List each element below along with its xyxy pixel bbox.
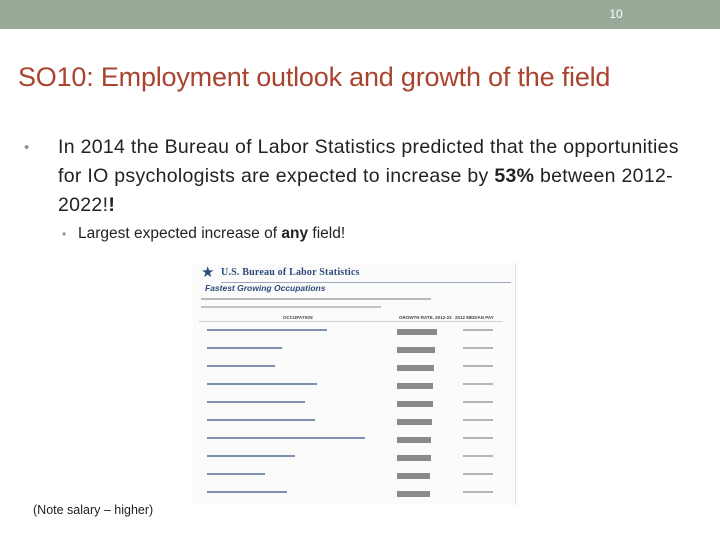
growth-bar (397, 383, 433, 389)
bls-screenshot-figure (193, 263, 516, 505)
growth-bar (397, 329, 437, 335)
growth-bar (397, 455, 431, 461)
pay-value-blur (463, 419, 493, 421)
growth-bar (397, 347, 435, 353)
pay-value-blur (463, 401, 493, 403)
growth-bar (397, 473, 430, 479)
occupation-link-blur (207, 401, 305, 403)
bullet-dot: • (24, 139, 30, 156)
bullet-2-text: Largest expected increase of any field! (78, 225, 346, 242)
figure-title: Fastest Growing Occupations (205, 283, 326, 293)
column-header-occupation: OCCUPATION (283, 315, 313, 320)
occupation-link-blur (207, 365, 275, 367)
table-row (201, 415, 505, 427)
pay-value-blur (463, 473, 493, 475)
pay-value-blur (463, 437, 493, 439)
salary-note: (Note salary – higher) (33, 503, 154, 517)
bls-header (199, 265, 515, 285)
table-row (201, 433, 505, 445)
growth-bar (397, 491, 430, 497)
pay-value-blur (463, 347, 493, 349)
table-row (201, 469, 505, 481)
pay-value-blur (463, 455, 493, 457)
pay-value-blur (463, 383, 493, 385)
growth-bar (397, 365, 434, 371)
bullet-2 (62, 223, 662, 245)
pay-value-blur (463, 329, 493, 331)
table-row (201, 325, 505, 337)
occupation-link-blur (207, 329, 327, 331)
bullet-1 (24, 133, 696, 220)
pay-value-blur (463, 365, 493, 367)
occupation-link-blur (207, 437, 365, 439)
growth-percentage: 53% (494, 165, 535, 187)
star-logo-icon: ★ (201, 264, 215, 281)
slide-number: 10 (609, 7, 623, 21)
growth-bar (397, 401, 433, 407)
occupation-link-blur (207, 473, 265, 475)
slide-title: SO10: Employment outlook and growth of the field (18, 62, 611, 92)
bls-agency-name: U.S. Bureau of Labor Statistics (221, 267, 360, 278)
table-row (201, 451, 505, 463)
table-row (201, 343, 505, 355)
bullet-dot: • (62, 227, 67, 241)
top-bar (0, 0, 720, 29)
occupation-link-blur (207, 347, 282, 349)
figure-subtitle-blur (201, 295, 501, 308)
pay-value-blur (463, 491, 493, 493)
growth-bar (397, 437, 431, 443)
occupation-link-blur (207, 491, 287, 493)
column-header-growth: GROWTH RATE, 2012-22 (399, 315, 452, 320)
table-row (201, 361, 505, 373)
table-row (201, 397, 505, 409)
divider (199, 321, 503, 322)
bullet-1-text: In 2014 the Bureau of Labor Statistics predicted that the opportunities for IO psychologists are expected to increase by 53% between 2012-2022!! (58, 136, 679, 216)
column-header-pay: 2012 MEDIAN PAY (455, 315, 494, 320)
table-row (201, 379, 505, 391)
occupation-link-blur (207, 383, 317, 385)
emphasis-any: any (281, 225, 309, 242)
occupation-link-blur (207, 455, 295, 457)
occupation-link-blur (207, 419, 315, 421)
growth-bar (397, 419, 432, 425)
table-row (201, 487, 505, 499)
